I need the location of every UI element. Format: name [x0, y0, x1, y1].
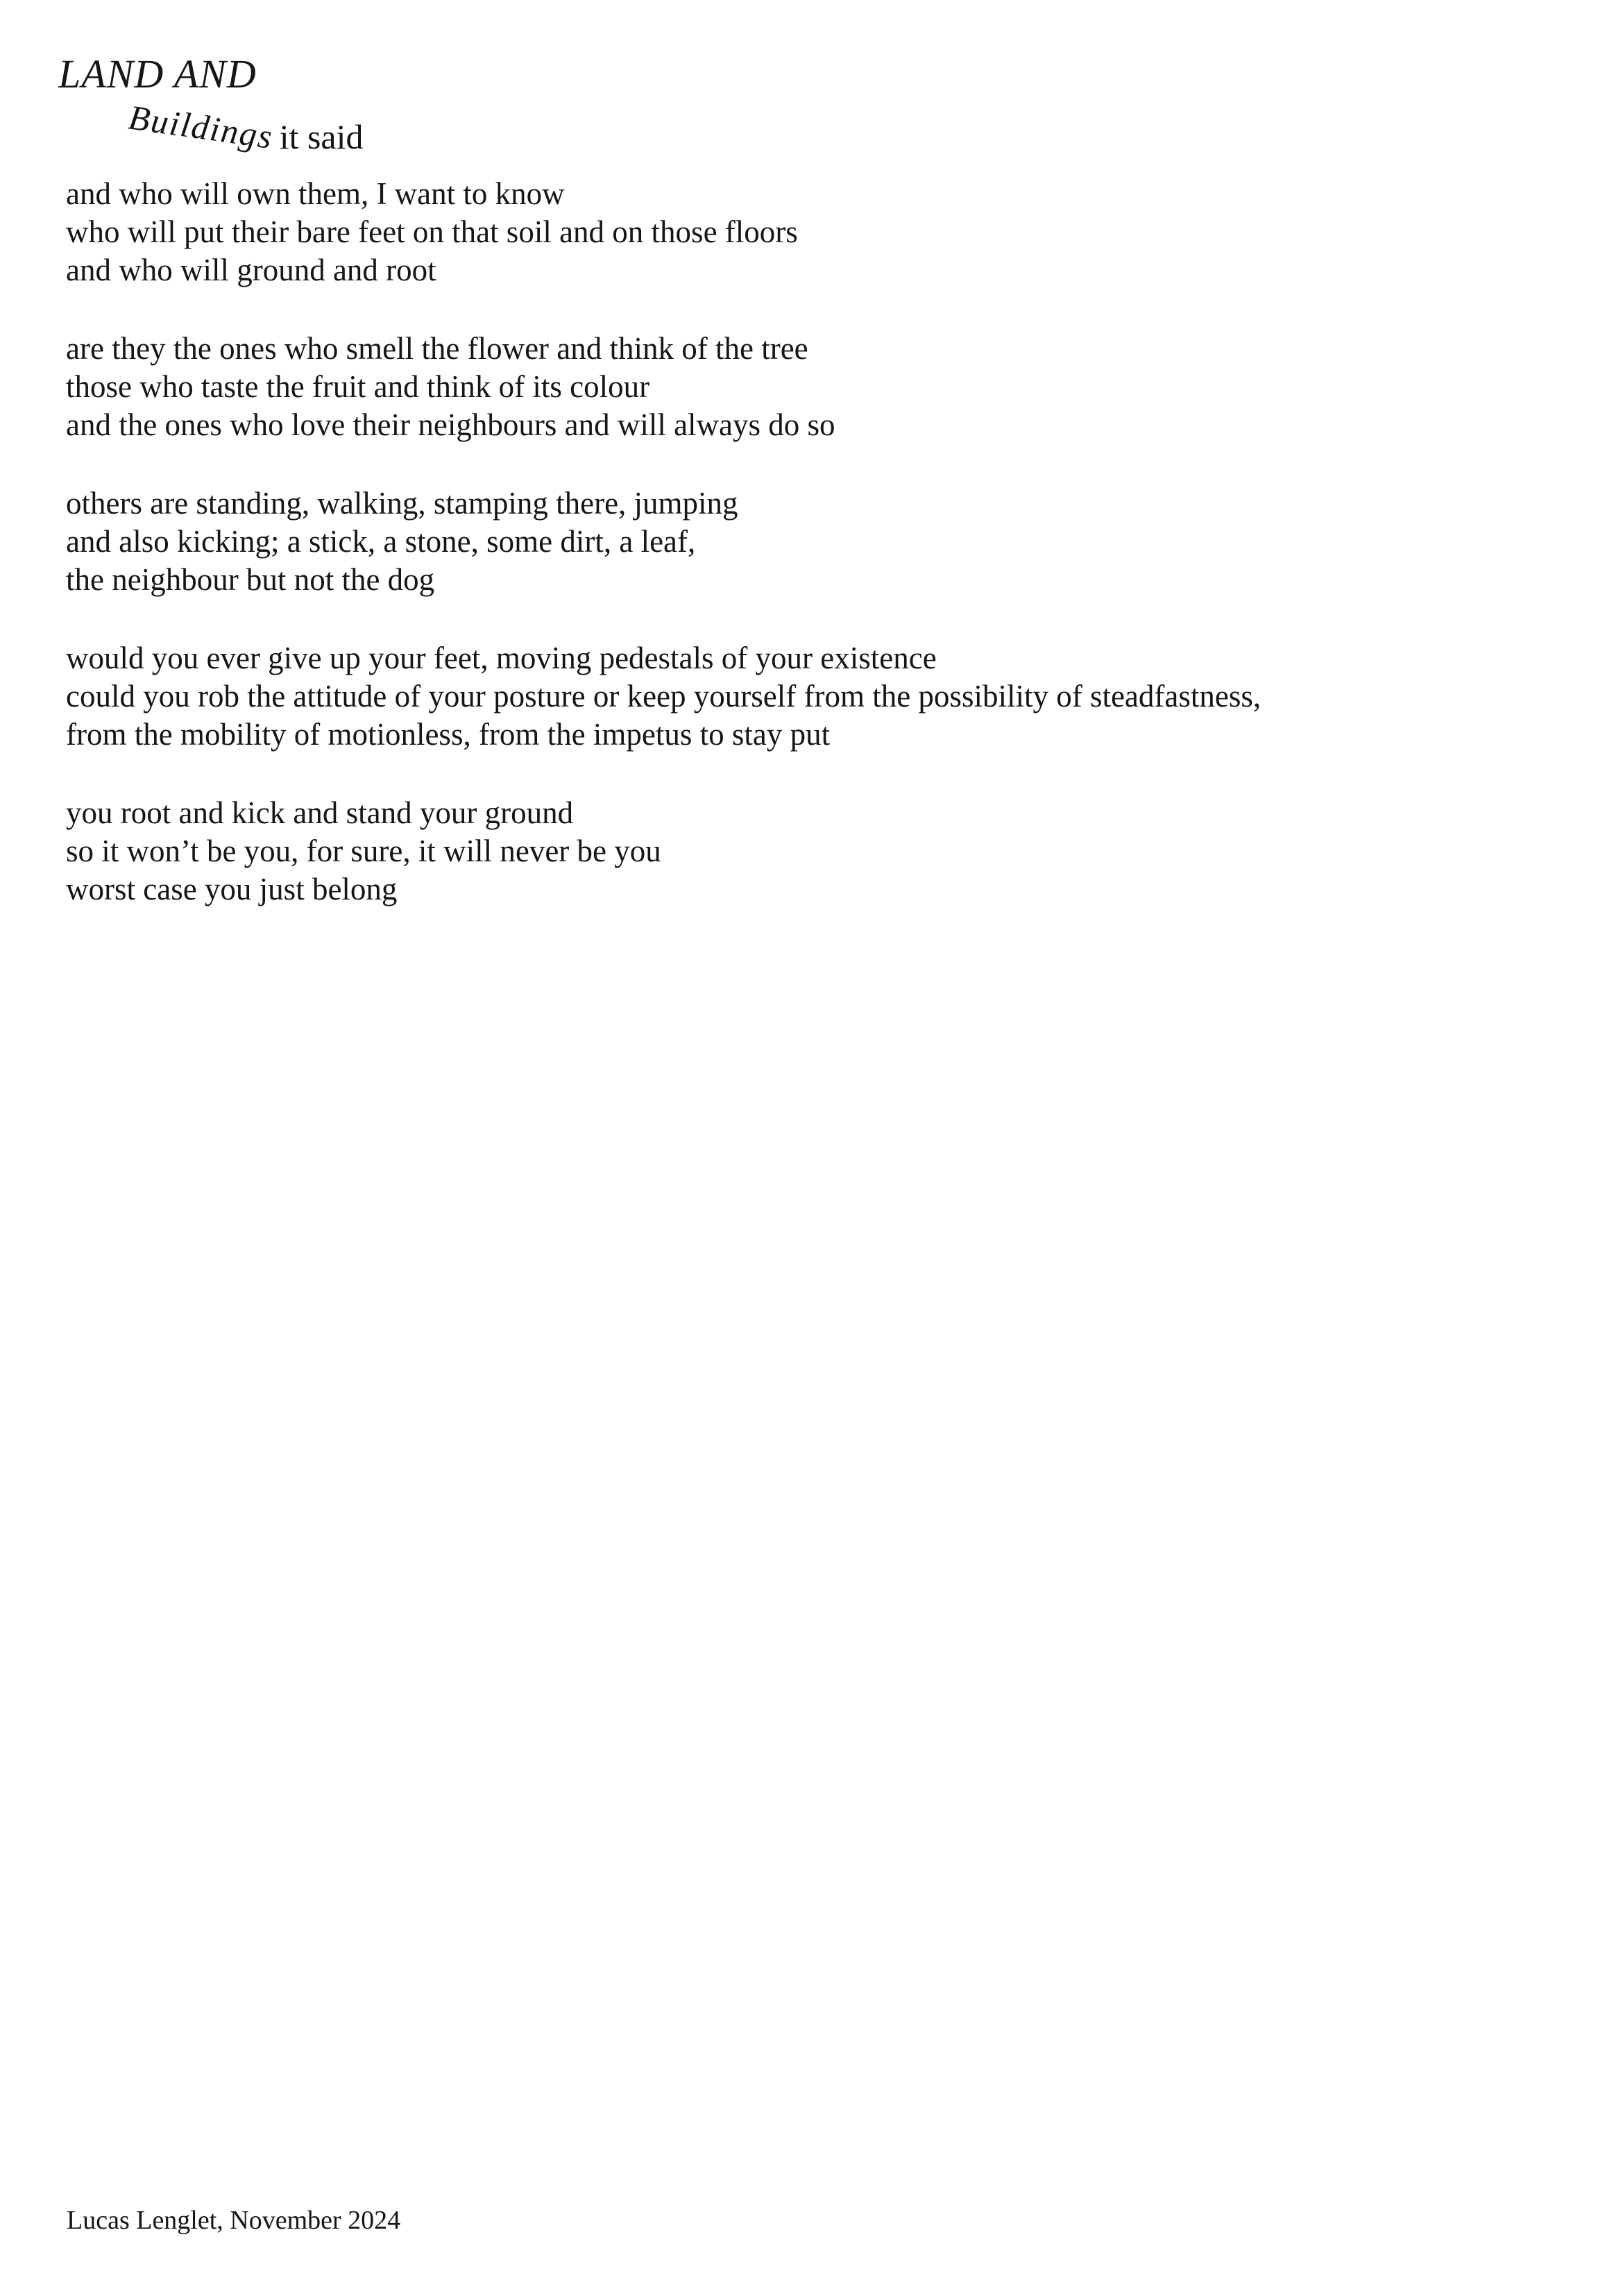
- poem-line: and who will ground and root: [66, 253, 436, 287]
- footer-credit: Lucas Lenglet, November 2024: [67, 2206, 401, 2235]
- stanza-5: [66, 794, 1261, 909]
- stanza-2: [66, 330, 1261, 444]
- poem-line: could you rob the attitude of your posture or keep yourself from the possibility of steadfastness,: [66, 679, 1261, 714]
- poem-line: the neighbour but not the dog: [66, 562, 435, 597]
- poem-subtitle: [126, 97, 364, 157]
- stanza-1: [66, 175, 1261, 289]
- stanza-3: [66, 484, 1261, 599]
- poem-body: [66, 175, 1261, 909]
- subtitle-word-buildings: Buildings: [126, 97, 276, 157]
- poem-line: worst case you just belong: [66, 872, 398, 906]
- poem-line: those who taste the fruit and think of its colour: [66, 369, 650, 404]
- poem-line: and who will own them, I want to know: [66, 176, 565, 211]
- subtitle-rest-text: it said: [279, 117, 364, 156]
- poem-line: so it won’t be you, for sure, it will never be you: [66, 834, 661, 868]
- poem-line: and the ones who love their neighbours and will always do so: [66, 407, 835, 442]
- poem-line: who will put their bare feet on that soil and on those floors: [66, 214, 798, 249]
- stanza-4: [66, 639, 1261, 754]
- poem-line: would you ever give up your feet, moving pedestals of your existence: [66, 641, 937, 675]
- poem-line: are they the ones who smell the flower and think of the tree: [66, 331, 808, 366]
- poem-line: from the mobility of motionless, from the impetus to stay put: [66, 717, 831, 752]
- poem-line: and also kicking; a stick, a stone, some dirt, a leaf,: [66, 524, 696, 559]
- poem-title: LAND AND: [58, 51, 257, 96]
- poem-line: you root and kick and stand your ground: [66, 795, 574, 830]
- poem-line: others are standing, walking, stamping there, jumping: [66, 486, 738, 521]
